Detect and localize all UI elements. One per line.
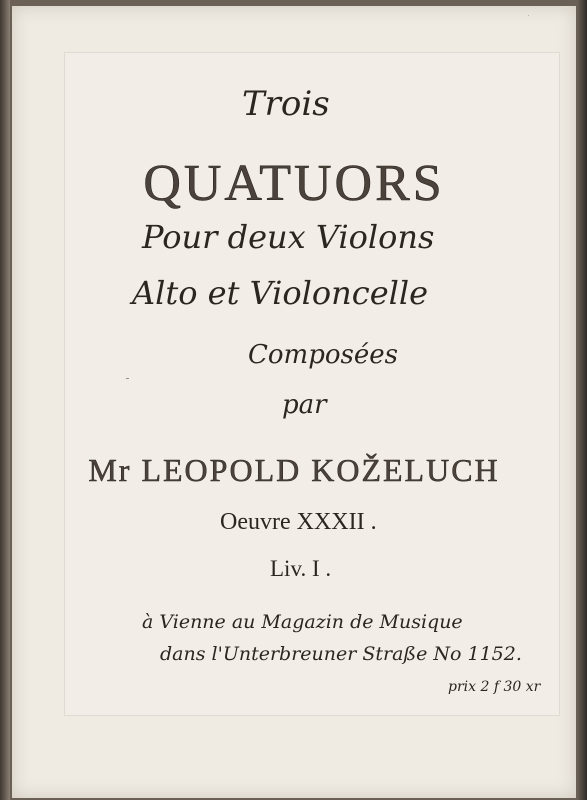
publisher-line: à Vienne au Magazin de Musique (142, 611, 463, 633)
publisher-address: dans l'Unterbreuner Straße No 1152. (160, 643, 522, 665)
book-fore-edge (577, 0, 587, 800)
paper-sheet (12, 6, 576, 798)
par-label: par (282, 390, 327, 420)
subtitle-instruments-1: Pour deux Violons (142, 218, 435, 256)
price-note: prix 2 f 30 xr (448, 679, 541, 695)
book-spine-edge (0, 0, 10, 800)
title-trois: Trois (242, 84, 330, 124)
volume-number: Liv. I . (270, 556, 332, 581)
subtitle-instruments-2: Alto et Violoncelle (132, 274, 429, 312)
composed-label: Composées (248, 340, 398, 370)
title-quatuors: QUATUORS (143, 155, 445, 212)
composer-name: Mr LEOPOLD KOŽELUCH (88, 452, 500, 488)
ink-speck (126, 378, 129, 379)
scan-reference-mark: · (527, 10, 530, 20)
opus-number: Oeuvre XXXII . (220, 509, 377, 535)
